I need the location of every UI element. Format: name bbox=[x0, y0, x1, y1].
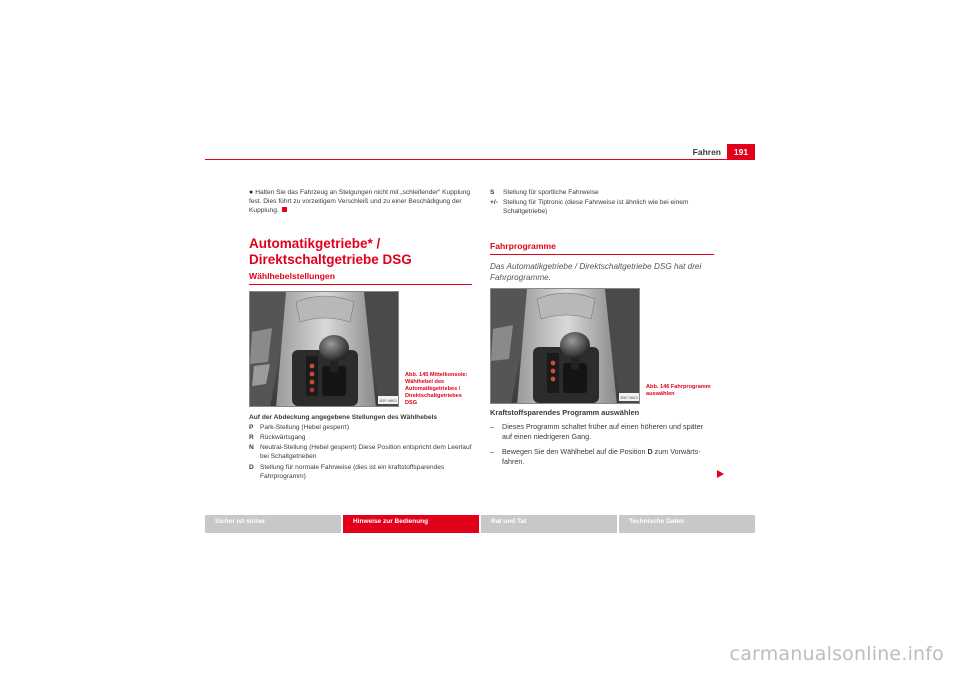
figure-145 bbox=[249, 291, 472, 407]
program-heading: Kraftstoffsparendes Programm auswählen bbox=[490, 407, 640, 417]
positions-heading: Auf der Abdeckung angegebene Stellungen des Wählhebels bbox=[249, 413, 438, 421]
right-column bbox=[490, 188, 714, 467]
tab-hinweise-zur-bedienung[interactable]: Hinweise zur Bedienung bbox=[343, 515, 479, 533]
subsection-title: Wählhebelstellungen bbox=[249, 271, 472, 285]
figure-caption: Abb. 145 Mittelkonsole: Wählhebel des Automatikgetriebes / Direktschaltgetriebes DSG bbox=[405, 371, 468, 406]
figure-code: B5P-0683 bbox=[379, 398, 397, 403]
tab-technische-daten[interactable]: Technische Daten bbox=[619, 515, 755, 533]
subsection-title: Fahrprogramme bbox=[490, 241, 714, 255]
left-column bbox=[249, 188, 472, 481]
continue-arrow-icon bbox=[717, 470, 724, 478]
list-item: P Park-Stellung (Hebel gesperrt) bbox=[249, 423, 350, 431]
header-divider bbox=[205, 159, 755, 160]
gear-selector-photo bbox=[490, 288, 640, 404]
section-title: Automatikgetriebe* / Direktschaltgetriebe DSG bbox=[249, 235, 412, 267]
chapter-title: Fahren bbox=[692, 147, 721, 157]
bullet-note: ● Halten Sie das Fahrzeug an Steigungen nicht mit „schleifender“ Kupplung fest. Dies führt zu vorzeitigem Verschleiß und zu einer Beschädigung der Kupplung. bbox=[249, 189, 471, 215]
end-of-section-icon bbox=[282, 207, 287, 212]
tab-sicher-ist-sicher[interactable]: Sicher ist sicher bbox=[205, 515, 341, 533]
list-item: D Stellung für normale Fahrweise (dies ist ein kraftstoffsparendes Fahrprogramm) bbox=[249, 463, 445, 480]
figure-146 bbox=[490, 288, 714, 404]
figure-code: B5P-0683 bbox=[620, 395, 638, 400]
tab-rat-und-tat[interactable]: Rat und Tat bbox=[481, 515, 617, 533]
intro-text: Das Automatikgetriebe / Direktschaltgetriebe DSG hat drei Fahrprogramme. bbox=[490, 261, 702, 282]
list-item: S Stellung für sportliche Fahrweise bbox=[490, 189, 599, 196]
list-item: +/- Stellung für Tiptronic (diese Fahrweise ist ähnlich wie bei einem Schaltgetriebe) bbox=[490, 199, 689, 216]
page-header bbox=[205, 144, 755, 160]
footer-nav bbox=[205, 515, 755, 533]
watermark: carmanualsonline.info bbox=[729, 643, 944, 665]
page-number: 191 bbox=[727, 144, 755, 160]
bullet-icon: ● bbox=[249, 189, 254, 196]
list-item: R Rückwärtsgang bbox=[249, 434, 306, 442]
list-item: – Dieses Programm schaltet früher auf einen höheren und später auf einen niedrigeren Gang. bbox=[490, 421, 703, 441]
list-item: – Bewegen Sie den Wählhebel auf die Position D zum Vorwärtsfahren. bbox=[490, 446, 701, 466]
figure-caption: Abb. 146 Fahrprogramm auswählen bbox=[646, 383, 711, 397]
gear-selector-photo bbox=[249, 291, 399, 407]
list-item: N Neutral-Stellung (Hebel gesperrt) Diese Position entspricht dem Leerlauf bei Schaltgetrieben bbox=[249, 444, 472, 461]
